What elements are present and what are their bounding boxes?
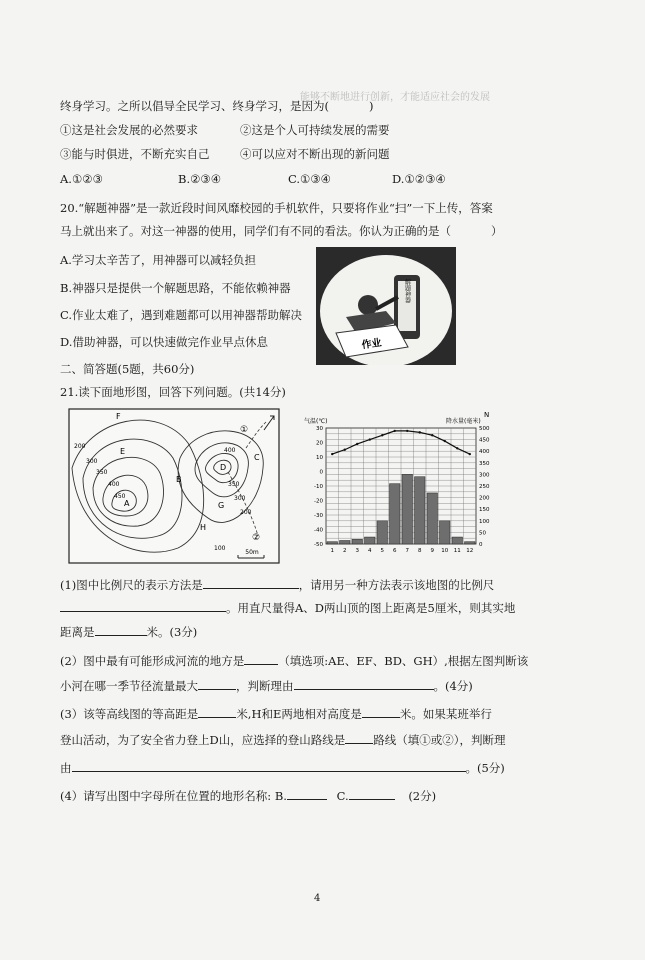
right-tick-500: 500 <box>479 426 490 432</box>
q21-1-blank-1[interactable] <box>203 576 299 589</box>
contour-200-d: 200 <box>240 509 252 516</box>
q21-3-text-a: (3）该等高线图的等高距是 <box>60 707 199 721</box>
q21-1-text-b: ，请用另一种方法表示该地图的比例尺 <box>298 578 495 592</box>
q21-1-line3 <box>60 623 197 640</box>
precip-bar-2 <box>340 541 351 544</box>
q21-3-text-e: 路线（填①或②），判断理 <box>373 733 506 747</box>
q19-opt4: ④可以应对不断出现的新问题 <box>240 147 390 161</box>
scale-label: 50m <box>245 549 259 556</box>
q21-3-text-b: 米,H和E两地相对高度是 <box>236 707 362 721</box>
q21-2-blank-3[interactable] <box>294 677 434 690</box>
q21-3-text-f: 由 <box>60 761 72 775</box>
chart-grid <box>326 428 476 544</box>
contour-200: 200 <box>74 443 86 450</box>
contour-450: 450 <box>114 493 126 500</box>
cartoon-illustration <box>316 247 456 365</box>
precip-bar-9 <box>427 493 438 544</box>
q19-choice-d: D.①②③④ <box>392 172 446 186</box>
map-label-e: E <box>120 447 126 456</box>
precip-bar-1 <box>327 542 338 544</box>
temp-point-8 <box>419 431 421 433</box>
q21-3-text-g: 。(5分) <box>465 761 505 775</box>
route-2-label: ② <box>252 533 261 543</box>
right-tick-400: 400 <box>479 449 490 456</box>
x-tick-3: 3 <box>355 548 359 554</box>
q21-2-text-d: ，判断理由 <box>236 679 294 693</box>
q20-option-b: B.神器只是提供一个解题思路，不能依赖神器 <box>60 281 291 295</box>
x-tick-4: 4 <box>368 548 372 554</box>
precip-bar-4 <box>365 537 376 544</box>
q19-opt3: ③能与时俱进，不断充实自己 <box>60 147 210 161</box>
q20-option-a: A.学习太辛苦了，用神器可以减轻负担 <box>60 253 256 267</box>
contour-350: 350 <box>96 469 108 476</box>
q21-4-text-a: (4）请写出图中字母所在位置的地形名称: <box>60 789 272 803</box>
temp-point-5 <box>381 434 383 436</box>
phone-label: 解题神器 <box>403 279 411 303</box>
map-label-f: F <box>116 412 121 421</box>
homework-label: 作业 <box>360 337 383 352</box>
q21-3-line1 <box>60 705 492 722</box>
right-tick-100: 100 <box>479 518 490 525</box>
topo-svg <box>68 408 280 564</box>
q21-4-b-label: B. <box>274 789 287 803</box>
map-label-a: A <box>124 499 130 508</box>
left-tick-20: 20 <box>316 440 323 447</box>
q21-3-line2 <box>60 731 505 748</box>
q21-3-blank-1[interactable] <box>198 705 236 718</box>
q21-4-blank-b[interactable] <box>287 787 327 800</box>
left-tick--20: -20 <box>314 498 323 505</box>
q21-1-text-e: 米。(3分) <box>146 625 198 639</box>
q21-2-line2 <box>60 677 473 694</box>
precip-bar-11 <box>452 537 463 544</box>
right-tick-150: 150 <box>479 507 490 514</box>
q21-3-line3 <box>60 759 505 776</box>
x-tick-9: 9 <box>430 548 434 554</box>
temp-point-10 <box>444 440 446 442</box>
right-tick-0: 0 <box>479 542 483 548</box>
q21-3-text-c: 米。如果某班举行 <box>399 707 492 721</box>
q20-option-d: D.借助神器，可以快速做完作业早点休息 <box>60 335 268 349</box>
precip-bar-5 <box>377 521 388 544</box>
map-label-c: C <box>254 453 260 462</box>
temp-point-2 <box>344 449 346 451</box>
q21-1-line2 <box>60 599 515 616</box>
q19-opt1: ①这是社会发展的必然要求 <box>60 123 198 137</box>
precip-bar-6 <box>390 484 401 544</box>
precip-bar-8 <box>415 477 426 544</box>
x-tick-6: 6 <box>393 548 397 554</box>
temp-point-11 <box>456 447 458 449</box>
q21-2-blank-1[interactable] <box>244 652 278 665</box>
right-tick-350: 350 <box>479 460 490 467</box>
q21-1-blank-2[interactable] <box>60 599 226 612</box>
precip-bar-10 <box>440 521 451 544</box>
left-tick--40: -40 <box>314 527 323 534</box>
climate-chart-svg <box>300 408 500 558</box>
q19-opt2: ②这是个人可持续发展的需要 <box>240 123 390 137</box>
q19-stem <box>60 98 373 114</box>
left-tick-30: 30 <box>316 426 323 432</box>
temp-point-4 <box>369 438 371 440</box>
bleed-through-text: 能够不断地进行创新，才能适应社会的发展 <box>300 92 490 103</box>
contour-400-d: 400 <box>224 447 236 454</box>
x-tick-12: 12 <box>466 548 474 554</box>
q21-4-c-label: C. <box>336 789 349 803</box>
x-tick-8: 8 <box>418 548 422 554</box>
q21-title: 21.读下面地形图，回答下列问题。(共14分) <box>60 385 286 399</box>
q20-stem-2 <box>60 223 503 239</box>
left-tick--50: -50 <box>314 542 323 548</box>
chart-north-label: N <box>484 411 490 419</box>
chart-right-axis-title: 降水量(毫米) <box>446 418 481 425</box>
temp-point-6 <box>394 430 396 432</box>
left-tick--30: -30 <box>314 513 323 519</box>
q21-2-text-b: （填选项:AE、EF、BD、GH）,根据左图判断该 <box>278 654 529 668</box>
left-tick-0: 0 <box>319 469 323 476</box>
contour-300-d: 300 <box>234 495 246 502</box>
q21-3-text-d: 登山活动，为了安全省力登上D山，应选择的登山路线是 <box>60 733 346 747</box>
map-label-b: B <box>176 475 182 484</box>
temp-point-12 <box>469 453 471 455</box>
page-number: 4 <box>314 893 321 904</box>
person-head-icon <box>358 295 378 315</box>
q21-3-blank-4[interactable] <box>72 759 466 772</box>
map-label-h: H <box>200 523 207 532</box>
temp-point-1 <box>331 453 333 455</box>
precip-bar-7 <box>402 474 413 544</box>
map-label-g: G <box>218 501 225 510</box>
route-1-label: ① <box>240 425 249 435</box>
right-tick-250: 250 <box>479 484 490 490</box>
x-tick-2: 2 <box>343 548 347 554</box>
x-tick-10: 10 <box>441 548 449 554</box>
right-tick-450: 450 <box>479 437 490 444</box>
q21-2-text-c: 小河在哪一季节径流量最大 <box>60 679 198 693</box>
q21-4-text-d: (2分) <box>408 789 437 803</box>
temp-point-3 <box>356 443 358 445</box>
temp-point-9 <box>431 434 433 436</box>
temp-point-7 <box>406 430 408 432</box>
contour-350-d: 350 <box>228 481 240 488</box>
right-tick-300: 300 <box>479 472 490 479</box>
section-2-heading: 二、简答题(5题，共60分) <box>60 362 195 376</box>
contour-300: 300 <box>86 458 98 465</box>
q19-stem-text: 终身学习。之所以倡导全民学习、终身学习，是因为( <box>60 99 329 113</box>
precip-bar-3 <box>352 539 363 544</box>
q21-1-text-c: 。用直尺量得A、D两山顶的图上距离是5厘米，则其实地 <box>226 601 516 615</box>
q19-choice-a: A.①②③ <box>60 172 103 186</box>
cartoon-svg <box>316 247 456 365</box>
q21-1-line1 <box>60 576 494 593</box>
x-tick-7: 7 <box>405 548 409 554</box>
q21-4-line <box>60 787 436 804</box>
right-tick-200: 200 <box>479 495 490 502</box>
x-tick-1: 1 <box>330 548 334 554</box>
map-label-d: D <box>220 463 227 472</box>
q21-1-blank-3[interactable] <box>95 623 147 636</box>
contour-100: 100 <box>214 545 226 552</box>
q21-1-text-d: 距离是 <box>60 625 95 639</box>
q20-stem-close: ） <box>491 224 503 238</box>
q21-2-text-a: (2）图中最有可能形成河流的地方是 <box>60 654 245 668</box>
q21-2-blank-2[interactable] <box>198 677 236 690</box>
q19-stem-close: ) <box>368 99 374 113</box>
left-tick-10: 10 <box>316 455 323 461</box>
x-tick-5: 5 <box>380 548 384 554</box>
contour-400: 400 <box>108 481 120 488</box>
q21-2-line1 <box>60 652 528 669</box>
right-tick-50: 50 <box>479 530 486 537</box>
precip-bar-12 <box>465 542 476 544</box>
topographic-map <box>68 408 280 564</box>
q19-choice-b: B.②③④ <box>178 172 222 186</box>
x-tick-11: 11 <box>453 548 461 554</box>
q19-choice-c: C.①③④ <box>288 172 331 186</box>
q21-2-text-e: 。(4分) <box>433 679 473 693</box>
q21-3-blank-2[interactable] <box>362 705 400 718</box>
q21-4-blank-c[interactable] <box>349 787 395 800</box>
q20-stem-2-text: 马上就出来了。对这一神器的使用，同学们有不同的看法。你认为正确的是（ <box>60 224 451 238</box>
climate-chart <box>300 408 500 558</box>
q21-1-text-a: (1)图中比例尺的表示方法是 <box>60 578 203 592</box>
left-tick--10: -10 <box>314 484 323 490</box>
chart-left-axis-title: 气温(℃) <box>304 418 328 425</box>
q20-option-c: C.作业太难了，遇到难题都可以用神器帮助解决 <box>60 308 303 322</box>
q21-3-blank-3[interactable] <box>345 731 373 744</box>
q20-stem-1: 20.“解题神器”是一款近段时间风靡校园的手机软件，只要将作业“扫”一下上传，答案 <box>60 201 493 215</box>
